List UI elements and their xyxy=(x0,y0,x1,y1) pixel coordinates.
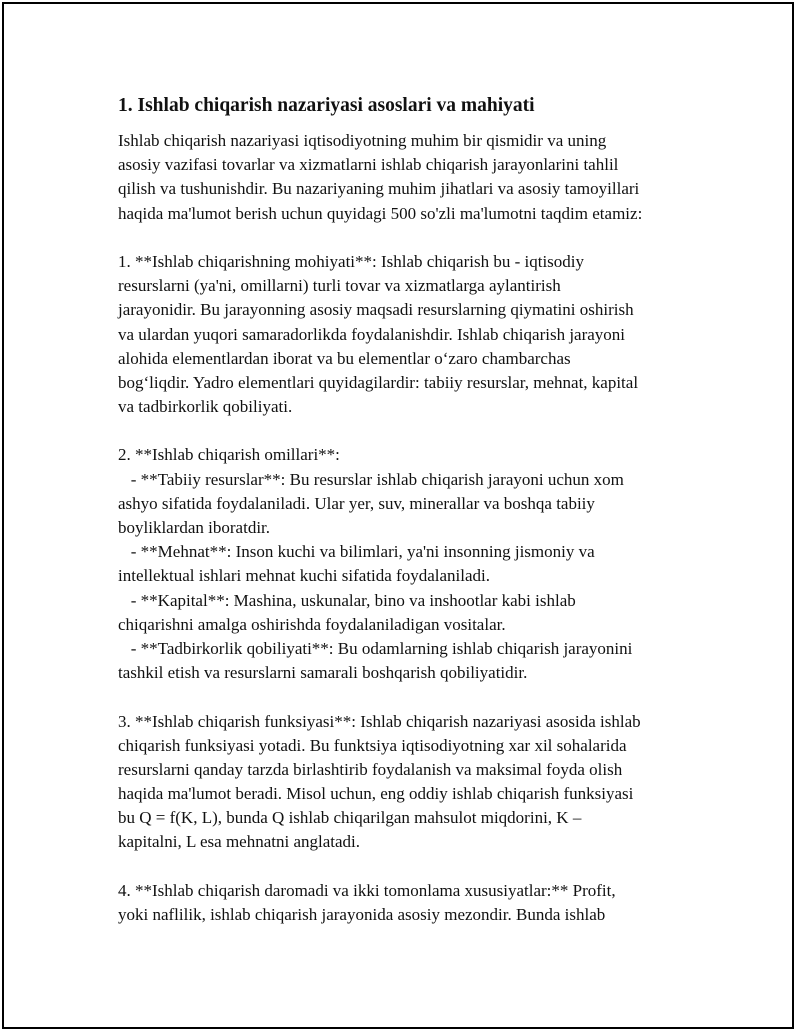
text-line: intellektual ishlari mehnat kuchi sifatida foydalaniladi. xyxy=(118,566,490,586)
text-line: 1. **Ishlab chiqarishning mohiyati**: Ishlab chiqarish bu - iqtisodiy xyxy=(118,251,585,271)
text-line: - **Tabiiy resurslar**: Bu resurslar ishlab chiqarish jarayoni uchun xom xyxy=(118,469,624,489)
text-line: tashkil etish va resurslarni samarali boshqarish qobiliyatidir. xyxy=(118,663,528,683)
paragraph-spacer xyxy=(118,855,698,879)
text-line: 4. **Ishlab chiqarish daromadi va ikki tomonlama xususiyatlar:** Profit, xyxy=(118,880,616,900)
text-line: chiqarishni amalga oshirishda foydalaniladigan vositalar. xyxy=(118,614,506,634)
text-line: kapitalni, L esa mehnatni anglatadi. xyxy=(118,832,361,852)
text-line: - **Kapital**: Mashina, uskunalar, bino va inshootlar kabi ishlab xyxy=(118,590,576,610)
text-line: jarayonidir. Bu jarayonning asosiy maqsadi resurslarning qiymatini oshirish xyxy=(118,300,634,320)
text-line: boyliklardan iboratdir. xyxy=(118,518,271,537)
text-line: haqida ma'lumot berish uchun quyidagi 500 so'zli ma'lumotni taqdim etamiz: xyxy=(118,203,643,223)
text-line: - **Tadbirkorlik qobiliyati**: Bu odamlarning ishlab chiqarish jarayonini xyxy=(118,638,633,658)
text-line: chiqarish funksiyasi yotadi. Bu funktsiya iqtisodiyotning xar xil sohalarida xyxy=(118,735,627,755)
text-line: - **Mehnat**: Inson kuchi va bilimlari, ya'ni insonning jismoniy va xyxy=(118,542,595,562)
document-title: 1. Ishlab chiqarish nazariyasi asoslari va mahiyati xyxy=(118,95,535,116)
text-line: bog‘liqdir. Yadro elementlari quyidagilardir: tabiiy resurslar, mehnat, kapital xyxy=(118,372,639,392)
text-line: asosiy vazifasi tovarlar va xizmatlarni ishlab chiqarish jarayonlarini tahlil xyxy=(118,155,619,175)
text-line: Ishlab chiqarish nazariyasi iqtisodiyotning muhim bir qismidir va uning xyxy=(118,131,607,150)
text-line: va ulardan yuqori samaradorlikda foydalanishdir. Ishlab chiqarish jarayoni xyxy=(118,324,626,344)
text-line: haqida ma'lumot beradi. Misol uchun, eng oddiy ishlab chiqarish funksiyasi xyxy=(118,784,634,804)
text-line: yoki naflilik, ishlab chiqarish jarayonida asosiy mezondir. Bunda ishlab xyxy=(118,905,606,924)
paragraph-spacer xyxy=(118,685,698,709)
paragraph-spacer xyxy=(118,419,698,443)
text-line: va tadbirkorlik qobiliyati. xyxy=(118,397,293,417)
text-line: bu Q = f(K, L), bunda Q ishlab chiqarilgan mahsulot miqdorini, K – xyxy=(118,808,582,828)
paragraph-spacer xyxy=(118,226,698,250)
text-line: 3. **Ishlab chiqarish funksiyasi**: Ishlab chiqarish nazariyasi asosida ishlab xyxy=(118,711,641,731)
document-body xyxy=(118,94,698,927)
text-line: resurslarni (ya'ni, omillarni) turli tovar va xizmatlarga aylantirish xyxy=(118,276,561,296)
text-line: 2. **Ishlab chiqarish omillari**: xyxy=(118,445,340,465)
text-line: ashyo sifatida foydalaniladi. Ular yer, suv, minerallar va boshqa tabiiy xyxy=(118,493,595,513)
text-line: resurslarni qanday tarzda birlashtirib foydalanish va maksimal foyda olish xyxy=(118,759,623,779)
text-line: qilish va tushunishdir. Bu nazariyaning muhim jihatlari va asosiy tamoyillari xyxy=(118,179,640,199)
text-line: alohida elementlardan iborat va bu elementlar o‘zaro chambarchas xyxy=(118,348,571,368)
document-text xyxy=(118,129,698,927)
